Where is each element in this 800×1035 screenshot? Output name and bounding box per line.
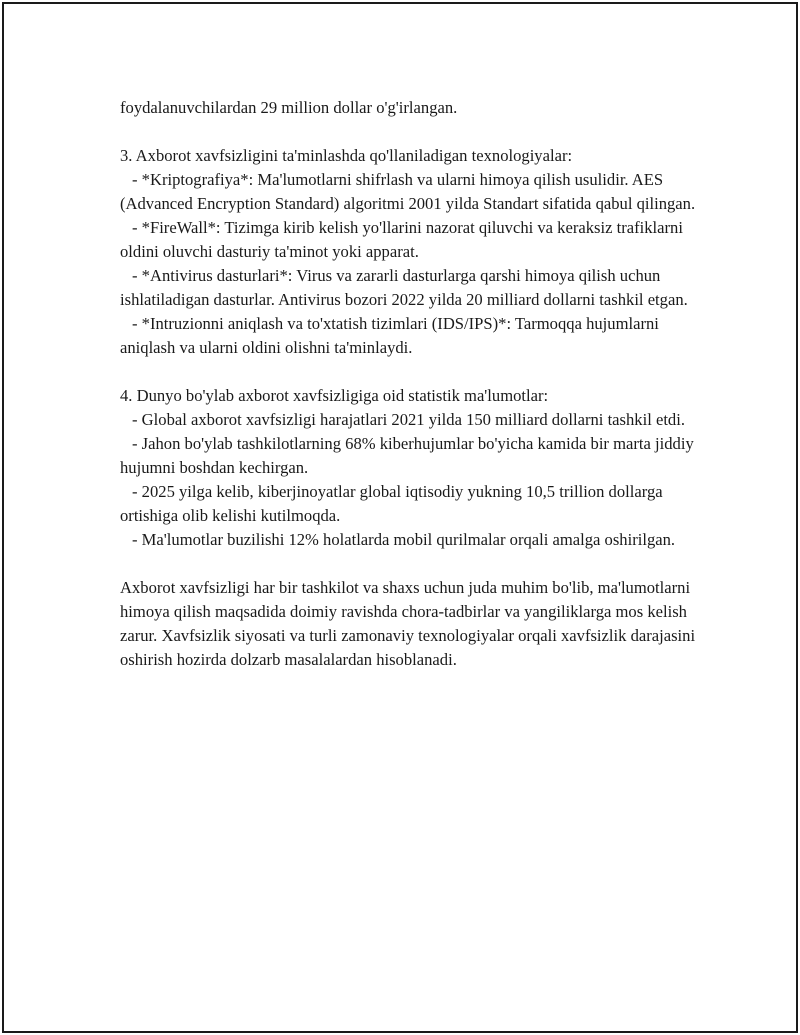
paragraph-gap: [120, 120, 700, 144]
paragraph-gap: [120, 360, 700, 384]
document-body: [120, 96, 700, 672]
section3-item-cryptography: - *Kriptografiya*: Ma'lumotlarni shifrlash va ularni himoya qilish usulidir. AES (Advanced Encryption Standard) algoritmi 2001 yilda Standart sifatida qabul qilingan.: [120, 170, 696, 213]
section4-item-global-spending: - Global axborot xavfsizligi harajatlari 2021 yilda 150 milliard dollarni tashkil etdi.: [132, 410, 685, 429]
section3-item-ids-ips: - *Intruzionni aniqlash va to'xtatish tizimlari (IDS/IPS)*: Tarmoqqa hujumlarni aniqlash va ularni oldini olishni ta'minlaydi.: [120, 314, 659, 357]
section4-heading: 4. Dunyo bo'ylab axborot xavfsizligiga oid statistik ma'lumotlar:: [120, 386, 549, 405]
paragraph-gap: [120, 552, 700, 576]
section3-item-antivirus: - *Antivirus dasturlari*: Virus va zararli dasturlarga qarshi himoya qilish uchun ishlatiladigan dasturlar. Antivirus bozori 2022 yilda 20 milliard dollarni tashkil etgan.: [120, 266, 688, 309]
document-page: [2, 2, 798, 1033]
section3-item-firewall: - *FireWall*: Tizimga kirib kelish yo'llarini nazorat qiluvchi va keraksiz trafiklarni oldini oluvchi dasturiy ta'minot yoki apparat.: [120, 218, 683, 261]
conclusion-paragraph: Axborot xavfsizligi har bir tashkilot va shaxs uchun juda muhim bo'lib, ma'lumotlarni himoya qilish maqsadida doimiy ravishda chora-tadbirlar va yangiliklarga mos kelish zarur. Xavfsizlik siyosati va turli zamonaviy texnologiyalar orqali xavfsizlik darajasini oshirish hozirda dolzarb masalalardan hisoblanadi.: [120, 578, 696, 669]
section4-item-organizations-attacked: - Jahon bo'ylab tashkilotlarning 68% kiberhujumlar bo'yicha kamida bir marta jiddiy hujumni boshdan kechirgan.: [120, 434, 694, 477]
intro-tail-text: foydalanuvchilardan 29 million dollar o'g'irlangan.: [120, 98, 458, 117]
section4-item-cybercrime-cost: - 2025 yilga kelib, kiberjinoyatlar global iqtisodiy yukning 10,5 trillion dollarga ortishiga olib kelishi kutilmoqda.: [120, 482, 663, 525]
section4-item-mobile-breaches: - Ma'lumotlar buzilishi 12% holatlarda mobil qurilmalar orqali amalga oshirilgan.: [132, 530, 676, 549]
section3-heading: 3. Axborot xavfsizligini ta'minlashda qo'llaniladigan texnologiyalar:: [120, 146, 573, 165]
